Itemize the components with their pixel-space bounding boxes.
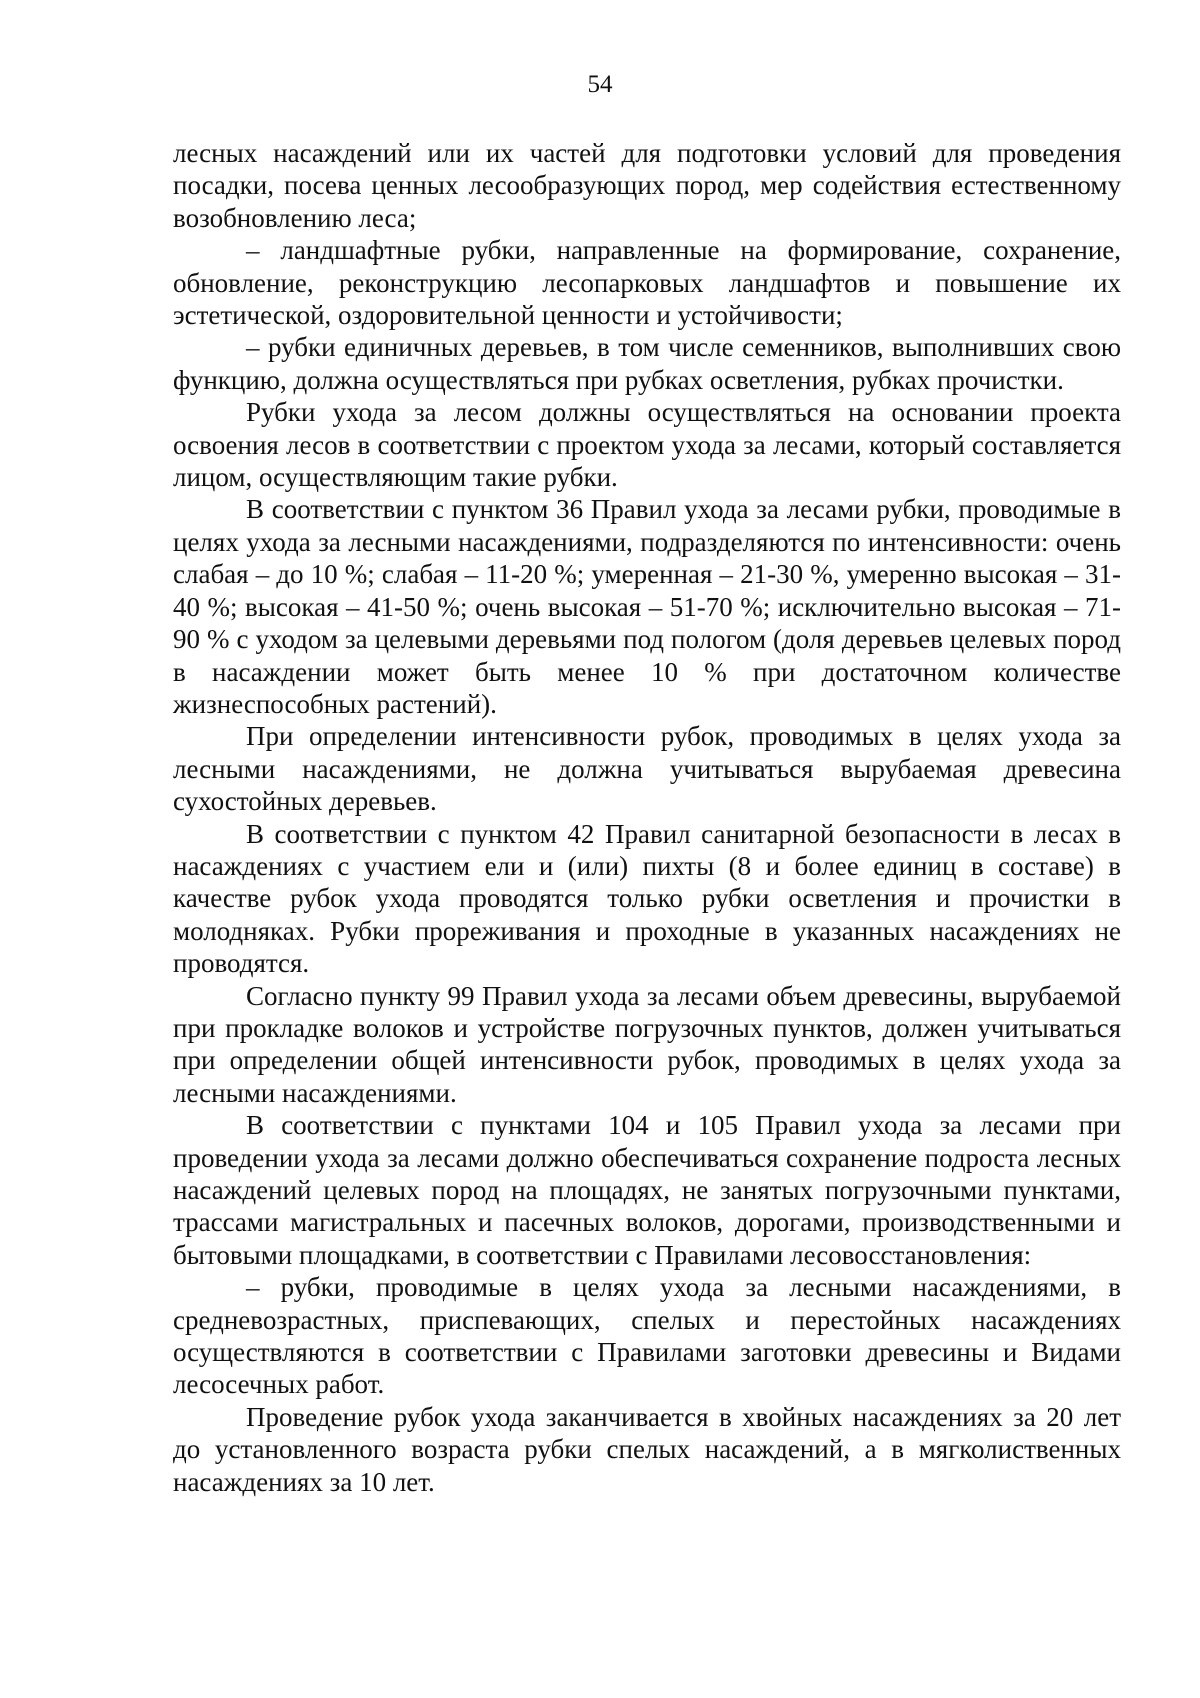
paragraph-felling-completion: Проведение рубок ухода заканчивается в хвойных насаждениях за 20 лет до установленного возраста рубки спелых насаждений, а в мягколиственных насаждениях за 10 лет.: [173, 1401, 1121, 1497]
paragraph-continuation: лесных насаждений или их частей для подготовки условий для проведения посадки, посева ценных лесообразующих пород, мер содействия естественному возобновлению леса;: [173, 138, 1121, 233]
page-number: 54: [587, 71, 613, 98]
paragraph-undergrowth-preservation: В соответствии с пунктами 104 и 105 Правил ухода за лесами при проведении ухода за лесами должно обеспечиваться сохранение подроста лесных насаждений целевых пород на площадях, не занятых погрузочными пунктами, трассами магистральных и пасечных волоков, дорогами, производственными и бытовыми площадками, в соответствии с Правилами лесовосстановления:: [173, 1110, 1121, 1270]
paragraph-sanitary-safety: В соответствии с пунктом 42 Правил санитарной безопасности в лесах в насаждениях с участием ели и (или) пихты (8 и более единиц в составе) в качестве рубок ухода проводятся только рубки осветления и прочистки в молодняках. Рубки прореживания и проходные в указанных насаждениях не проводятся.: [173, 818, 1121, 979]
paragraph-felling-project: Рубки ухода за лесом должны осуществляться на основании проекта освоения лесов в соответствии с проектом ухода за лесами, который составляется лицом, осуществляющим такие рубки.: [173, 397, 1121, 493]
list-item-single-tree-felling: – рубки единичных деревьев, в том числе семенников, выполнивших свою функцию, должна осуществляться при рубках осветления, рубках прочистки.: [173, 332, 1121, 395]
list-item-harvesting-rules: – рубки, проводимые в целях ухода за лесными насаждениями, в средневозрастных, приспевающих, спелых и перестойных насаждениях осуществляются в соответствии с Правилами заготовки древесины и Видами лесосечных работ.: [173, 1272, 1121, 1400]
paragraph-skid-trail-volume: Согласно пункту 99 Правил ухода за лесами объем древесины, вырубаемой при прокладке волоков и устройстве погрузочных пунктов, должен учитываться при определении общей интенсивности рубок, проводимых в целях ухода за лесными насаждениями.: [173, 980, 1121, 1108]
document-body: [173, 137, 1121, 1498]
paragraph-intensity-classes: В соответствии с пунктом 36 Правил ухода за лесами рубки, проводимые в целях ухода за лесными насаждениями, подразделяются по интенсивности: очень слабая – до 10 %; слабая – 11-20 %; умеренная – 21-30 %, умеренно высокая – 31-40 %; высокая – 41-50 %; очень высокая – 51-70 %; исключительно высокая – 71-90 % с уходом за целевыми деревьями под пологом (доля деревьев целевых пород в насаждении может быть менее 10 % при достаточном количестве жизнеспособных растений).: [173, 494, 1121, 719]
list-item-landscape-felling: – ландшафтные рубки, направленные на формирование, сохранение, обновление, реконструкцию лесопарковых ландшафтов и повышение их эстетической, оздоровительной ценности и устойчивости;: [173, 235, 1121, 331]
paragraph-intensity-determination: При определении интенсивности рубок, проводимых в целях ухода за лесными насаждениями, не должна учитываться вырубаемая древесина сухостойных деревьев.: [173, 721, 1121, 817]
